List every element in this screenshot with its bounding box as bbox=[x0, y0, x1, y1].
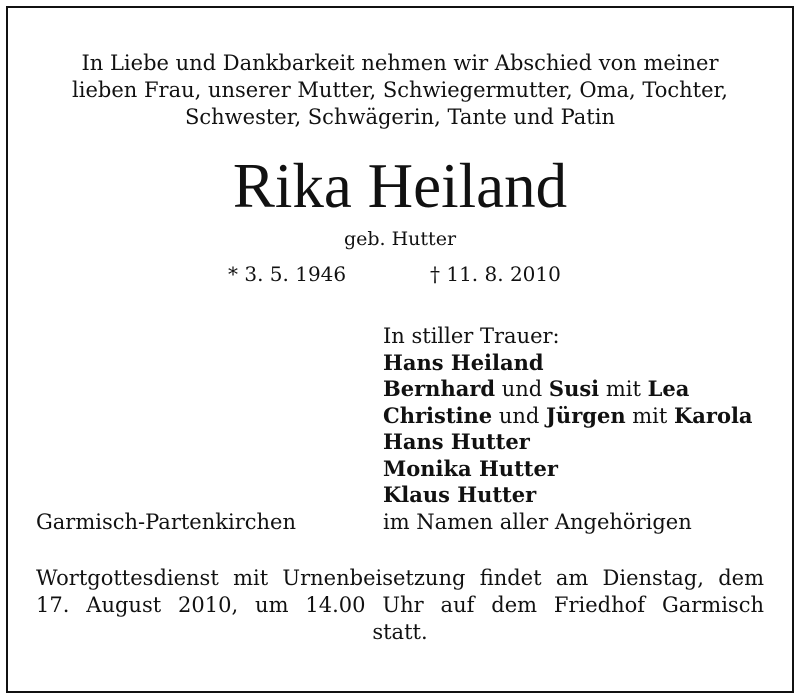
mourner-line bbox=[383, 403, 753, 430]
service-line: statt. bbox=[372, 620, 428, 644]
intro-line: Schwester, Schwägerin, Tante und Patin bbox=[185, 105, 615, 129]
mourners-block bbox=[383, 323, 753, 535]
intro-line: In Liebe und Dankbarkeit nehmen wir Abschied von meiner bbox=[81, 51, 719, 75]
deceased-name: Rika Heiland bbox=[232, 151, 568, 221]
service-notice bbox=[36, 565, 764, 646]
mourner-line bbox=[383, 456, 753, 483]
mourner-name: Monika Hutter bbox=[383, 455, 558, 481]
death-date: † 11. 8. 2010 bbox=[430, 262, 561, 286]
service-line: 17. August 2010, um 14.00 Uhr auf dem Friedhof Garmisch bbox=[36, 593, 764, 617]
intro-text bbox=[20, 50, 780, 131]
mourners-closing: im Namen aller Angehörigen bbox=[383, 509, 692, 534]
mourner-line bbox=[383, 350, 753, 377]
mourner-name: Jürgen bbox=[546, 402, 626, 428]
connector-text: und bbox=[492, 403, 546, 428]
mourner-name: Karola bbox=[674, 402, 753, 428]
mourner-name: Christine bbox=[383, 402, 493, 428]
connector-text: mit bbox=[599, 377, 648, 401]
mourner-name: Hans Heiland bbox=[383, 349, 544, 375]
birth-name: geb. Hutter bbox=[343, 228, 457, 250]
mourner-name: Klaus Hutter bbox=[383, 482, 537, 507]
service-line: Wortgottesdienst mit Urnenbeisetzung findet am Dienstag, dem bbox=[36, 566, 764, 590]
mourner-line bbox=[383, 376, 753, 403]
intro-line: lieben Frau, unserer Mutter, Schwiegermutter, Oma, Tochter, bbox=[72, 78, 728, 102]
mourner-line bbox=[383, 482, 753, 509]
mourner-name: Susi bbox=[548, 376, 600, 401]
mourner-line bbox=[383, 429, 753, 456]
place-name: Garmisch-Partenkirchen bbox=[36, 510, 296, 534]
mourner-name: Lea bbox=[647, 376, 690, 401]
connector-text: mit bbox=[625, 403, 675, 428]
mourner-name: Hans Hutter bbox=[383, 429, 530, 454]
mourner-name: Bernhard bbox=[383, 376, 496, 401]
mourners-heading: In stiller Trauer: bbox=[383, 324, 560, 348]
birth-date: * 3. 5. 1946 bbox=[228, 262, 347, 286]
connector-text: und bbox=[495, 377, 549, 401]
